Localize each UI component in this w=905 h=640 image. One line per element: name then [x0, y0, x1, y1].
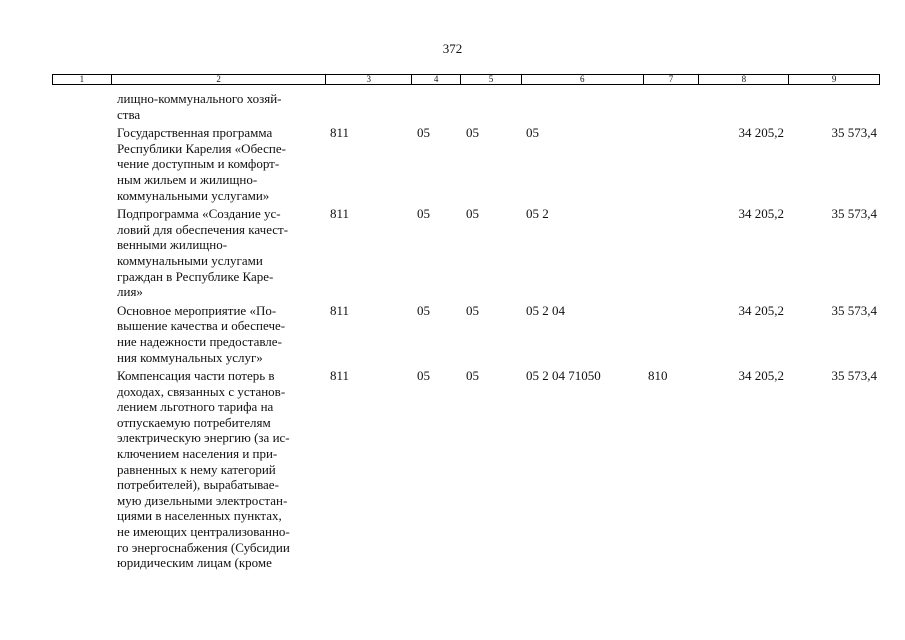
ministry-code-cell: 811: [330, 302, 350, 318]
subsection-cell: 05: [466, 125, 479, 141]
amount-cell-col8: 34 205,2: [738, 302, 784, 318]
ministry-code-cell: 811: [330, 206, 350, 222]
row-number-cell: [52, 91, 111, 122]
amount-cell-col8: 34 205,2: [738, 125, 784, 141]
column-header-3: 3: [326, 75, 412, 84]
page-number: 372: [442, 41, 463, 56]
row-number-cell: [52, 368, 111, 571]
amount-cell-col9: 35 573,4: [831, 125, 877, 141]
amount-cell-col9: 35 573,4: [831, 206, 877, 222]
target-article-cell: 05 2 04: [526, 302, 565, 318]
column-header-7: 7: [644, 75, 700, 84]
target-article-cell: 05 2 04 71050: [526, 368, 601, 384]
table-row: [52, 303, 880, 365]
row-number-cell: [52, 206, 111, 300]
amount-cell-col9: [790, 91, 880, 122]
ministry-code-cell: 811: [330, 368, 350, 384]
row-number-cell: [52, 303, 111, 365]
section-cell: 05: [417, 368, 430, 384]
amount-cell-col8: 34 205,2: [738, 368, 784, 384]
expense-type-cell: [644, 91, 700, 122]
ministry-code-cell: 811: [330, 125, 350, 141]
subsection-cell: 05: [466, 368, 479, 384]
subsection-cell: 05: [466, 302, 479, 318]
target-article-cell: 05 2: [526, 206, 549, 222]
item-name-cell: Основное мероприятие «По- вышение качества и обеспече- ние надежности предоставле- ния коммунальных услуг»: [117, 302, 286, 365]
column-header-5: 5: [461, 75, 522, 84]
item-name-cell: лищно-коммунального хозяй- ства: [117, 91, 282, 122]
table-row: [52, 368, 880, 571]
item-name-cell: Компенсация части потерь в доходах, связанных с установ- лением льготного тарифа на отпускаемую потребителям электрическую энергию (за ис- ключением населения и при- равненных к нему категорий потребителей), вырабатывае- мую дизельными электростан- циями в населенных пунктах, не имеющих централизованно- го энергоснабжения (Субсидии юридическим лицам (кроме: [117, 368, 290, 571]
target-article-cell: 05: [526, 125, 539, 141]
table-row: [52, 206, 880, 300]
amount-cell-col9: 35 573,4: [831, 368, 877, 384]
section-cell: 05: [417, 302, 430, 318]
row-number-cell: [52, 125, 111, 203]
column-header-4: 4: [412, 75, 461, 84]
amount-cell-col8: 34 205,2: [738, 206, 784, 222]
column-header-6: 6: [522, 75, 644, 84]
table-row: [52, 125, 880, 203]
table-row: [52, 91, 880, 122]
table-header-row: [52, 74, 880, 85]
ministry-code-cell: [326, 91, 412, 122]
section-cell: [412, 91, 461, 122]
column-header-1: 1: [53, 75, 112, 84]
column-header-9: 9: [831, 74, 837, 84]
subsection-cell: [461, 91, 522, 122]
expense-type-cell: [644, 125, 700, 203]
expense-type-cell: [644, 303, 700, 365]
amount-cell-col8: [700, 91, 790, 122]
column-header-2: 2: [112, 75, 326, 84]
item-name-cell: Подпрограмма «Создание ус- ловий для обеспечения качест- венными жилищно- коммунальными услугами граждан в Республике Каре- лия»: [117, 206, 289, 300]
column-header-8: 8: [699, 75, 789, 84]
table-body: [52, 91, 880, 574]
section-cell: 05: [417, 125, 430, 141]
expense-type-cell: 810: [648, 368, 668, 384]
subsection-cell: 05: [466, 206, 479, 222]
amount-cell-col9: 35 573,4: [831, 302, 877, 318]
target-article-cell: [522, 91, 644, 122]
expense-type-cell: [644, 206, 700, 300]
section-cell: 05: [417, 206, 430, 222]
item-name-cell: Государственная программа Республики Карелия «Обеспе- чение доступным и комфорт- ным жильем и жилищно- коммунальными услугами»: [117, 125, 286, 203]
